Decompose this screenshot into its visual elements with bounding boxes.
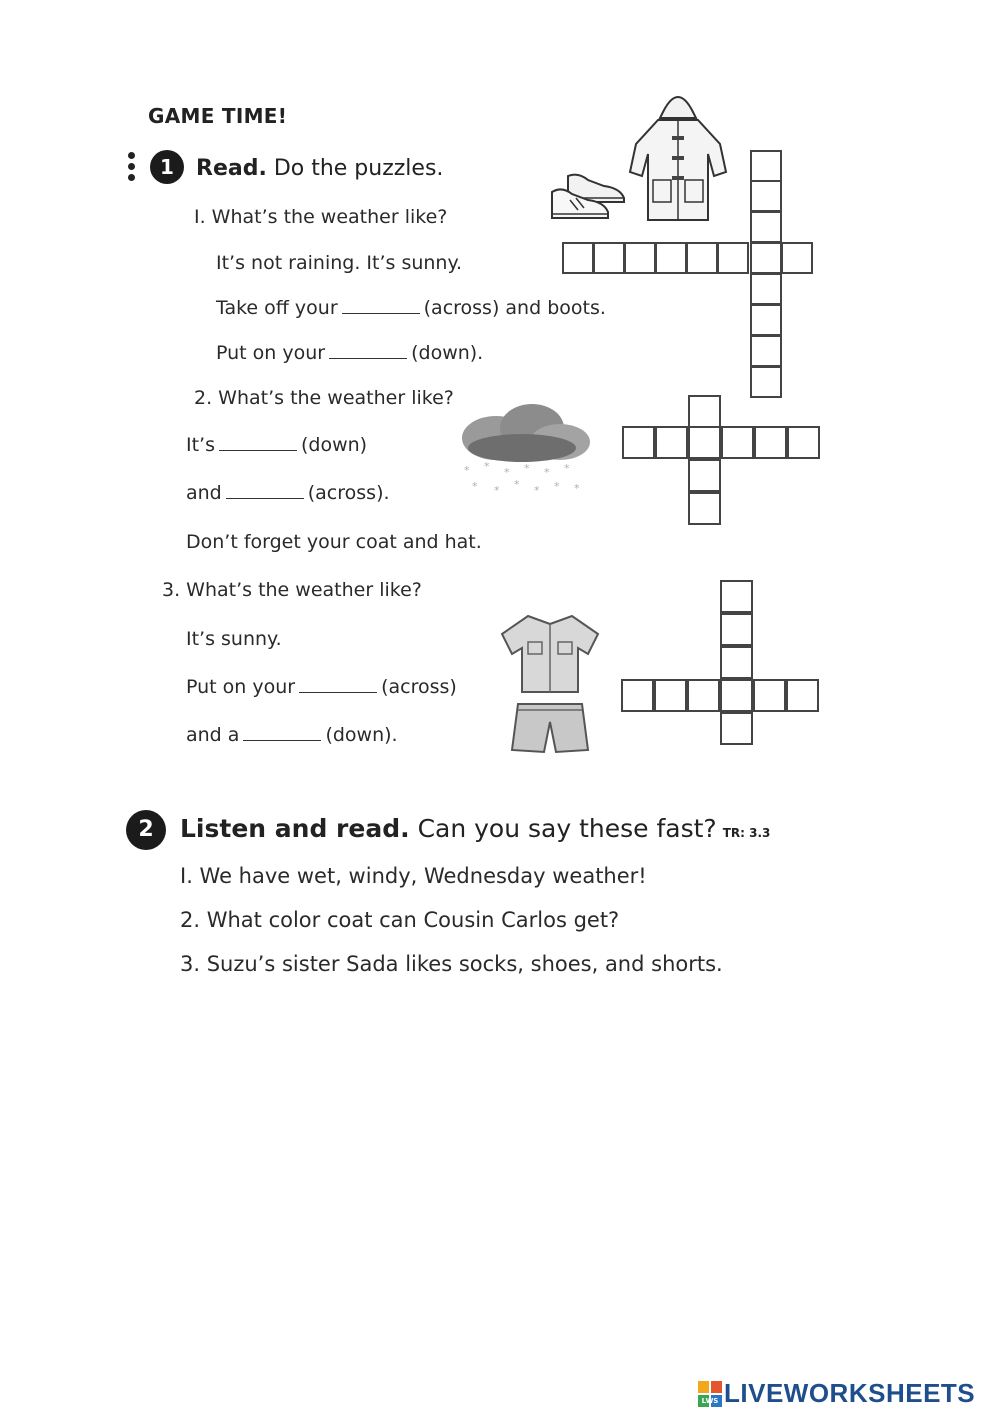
svg-text:*: * bbox=[564, 462, 570, 475]
crossword-1-cell[interactable] bbox=[686, 242, 718, 274]
svg-text:*: * bbox=[472, 480, 478, 493]
answer-blank[interactable] bbox=[299, 678, 377, 693]
crossword-1-cell[interactable] bbox=[750, 304, 782, 336]
crossword-1-cell[interactable] bbox=[750, 242, 782, 274]
crossword-2-cell[interactable] bbox=[688, 492, 721, 525]
crossword-2-cell[interactable] bbox=[688, 426, 721, 459]
crossword-1-cell[interactable] bbox=[750, 273, 782, 305]
crossword-1-cell[interactable] bbox=[717, 242, 749, 274]
game-time-title: GAME TIME! bbox=[148, 104, 288, 128]
tongue-twister-2: 2. What color coat can Cousin Carlos get? bbox=[180, 908, 620, 932]
puzzle-2-line-1-pre: It’s bbox=[186, 434, 215, 456]
crossword-2-cell[interactable] bbox=[655, 426, 688, 459]
puzzle-1-line-2-post: (across) and boots. bbox=[423, 297, 606, 319]
puzzle-2-line-2 bbox=[186, 481, 390, 505]
tongue-twister-1: I. We have wet, windy, Wednesday weather! bbox=[180, 864, 647, 888]
crossword-1-cell[interactable] bbox=[750, 180, 782, 212]
crossword-2-cell[interactable] bbox=[688, 459, 721, 492]
snow-cloud-icon bbox=[456, 402, 592, 502]
puzzle-3-line-3 bbox=[186, 723, 398, 747]
exercise-1-heading bbox=[196, 156, 443, 181]
crossword-3-cell[interactable] bbox=[621, 679, 654, 712]
svg-text:*: * bbox=[544, 466, 550, 479]
track-number: TR: 3.3 bbox=[722, 826, 771, 840]
crossword-3-cell[interactable] bbox=[654, 679, 687, 712]
puzzle-1-line-3-pre: Put on your bbox=[216, 342, 326, 364]
crossword-1-cell[interactable] bbox=[750, 335, 782, 367]
puzzle-2-line-3: Don’t forget your coat and hat. bbox=[186, 531, 482, 553]
answer-blank[interactable] bbox=[342, 299, 420, 314]
puzzle-2-question: 2. What’s the weather like? bbox=[194, 387, 454, 409]
liveworksheets-brand: LIVEWORKSHEETS bbox=[724, 1378, 976, 1408]
crossword-2-cell[interactable] bbox=[688, 395, 721, 428]
crossword-3-cell[interactable] bbox=[786, 679, 819, 712]
answer-blank[interactable] bbox=[226, 484, 304, 499]
exercise-2-heading-bold: Listen and read. bbox=[180, 814, 410, 843]
exercise-1-heading-rest: Do the puzzles. bbox=[273, 156, 444, 181]
crossword-1-cell[interactable] bbox=[562, 242, 594, 274]
puzzle-3-line-2 bbox=[186, 675, 457, 699]
crossword-2-cell[interactable] bbox=[622, 426, 655, 459]
puzzle-2-line-2-pre: and bbox=[186, 482, 222, 504]
crossword-1-cell[interactable] bbox=[593, 242, 625, 274]
sneakers-icon bbox=[548, 170, 630, 224]
puzzle-3-question: 3. What’s the weather like? bbox=[162, 579, 422, 601]
svg-text:*: * bbox=[504, 466, 510, 479]
exercise-1-badge: 1 bbox=[150, 150, 184, 184]
puzzle-1-question: I. What’s the weather like? bbox=[194, 206, 448, 228]
raincoat-icon bbox=[628, 84, 728, 226]
svg-text:*: * bbox=[574, 482, 580, 495]
crossword-2-cell[interactable] bbox=[721, 426, 754, 459]
crossword-3-cell[interactable] bbox=[720, 580, 753, 613]
crossword-3-cell[interactable] bbox=[720, 679, 753, 712]
crossword-1-cell[interactable] bbox=[624, 242, 656, 274]
svg-text:*: * bbox=[514, 478, 520, 491]
crossword-1-cell[interactable] bbox=[781, 242, 813, 274]
answer-blank[interactable] bbox=[329, 344, 407, 359]
shirt-icon bbox=[498, 612, 602, 694]
crossword-3-cell[interactable] bbox=[720, 613, 753, 646]
puzzle-1-line-3-post: (down). bbox=[411, 342, 484, 364]
crossword-3-cell[interactable] bbox=[687, 679, 720, 712]
shorts-icon bbox=[510, 700, 590, 756]
puzzle-3-line-2-post: (across) bbox=[381, 676, 457, 698]
logo-letters: LWS bbox=[701, 1396, 719, 1405]
puzzle-1-line-2 bbox=[216, 296, 606, 320]
crossword-3-cell[interactable] bbox=[753, 679, 786, 712]
liveworksheets-logo-icon bbox=[698, 1381, 722, 1407]
more-options-icon bbox=[128, 152, 135, 185]
exercise-2-heading bbox=[180, 814, 770, 843]
crossword-2-cell[interactable] bbox=[754, 426, 787, 459]
crossword-2-cell[interactable] bbox=[787, 426, 820, 459]
svg-text:*: * bbox=[554, 480, 560, 493]
puzzle-1-line-2-pre: Take off your bbox=[216, 297, 338, 319]
answer-blank[interactable] bbox=[219, 436, 297, 451]
puzzle-1-line-3 bbox=[216, 341, 483, 365]
crossword-3-cell[interactable] bbox=[720, 712, 753, 745]
exercise-2-heading-rest: Can you say these fast? bbox=[417, 814, 717, 843]
exercise-2-badge: 2 bbox=[126, 810, 166, 850]
svg-text:*: * bbox=[464, 464, 470, 477]
puzzle-2-line-1 bbox=[186, 433, 367, 457]
tongue-twister-3: 3. Suzu’s sister Sada likes socks, shoes, and shorts. bbox=[180, 952, 723, 976]
crossword-1-cell[interactable] bbox=[750, 366, 782, 398]
svg-text:*: * bbox=[524, 462, 530, 475]
svg-text:*: * bbox=[494, 484, 500, 497]
liveworksheets-logo[interactable] bbox=[698, 1378, 975, 1409]
crossword-1-cell[interactable] bbox=[750, 150, 782, 182]
crossword-1-cell[interactable] bbox=[655, 242, 687, 274]
crossword-1-cell[interactable] bbox=[750, 211, 782, 243]
crossword-3-cell[interactable] bbox=[720, 646, 753, 679]
svg-text:*: * bbox=[484, 460, 490, 473]
svg-text:*: * bbox=[534, 484, 540, 497]
puzzle-3-line-3-pre: and a bbox=[186, 724, 240, 746]
puzzle-3-line-2-pre: Put on your bbox=[186, 676, 296, 698]
puzzle-2-line-1-post: (down) bbox=[301, 434, 368, 456]
puzzle-2-line-2-post: (across). bbox=[307, 482, 390, 504]
puzzle-3-line-3-post: (down). bbox=[325, 724, 398, 746]
answer-blank[interactable] bbox=[243, 726, 321, 741]
exercise-1-heading-bold: Read. bbox=[196, 156, 267, 181]
puzzle-1-line-1: It’s not raining. It’s sunny. bbox=[216, 252, 463, 274]
puzzle-3-line-1: It’s sunny. bbox=[186, 628, 282, 650]
